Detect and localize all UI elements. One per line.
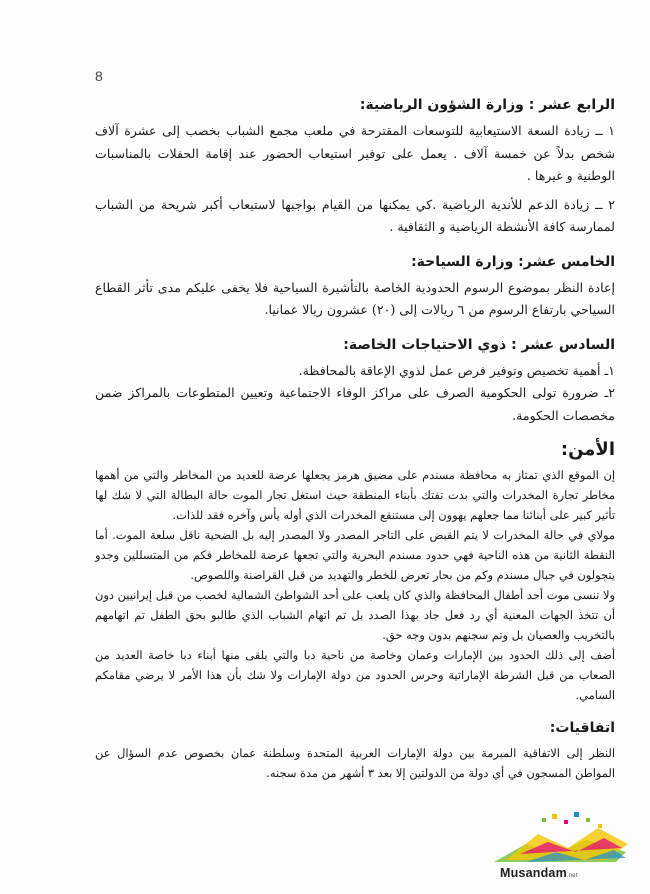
page-number: 8: [95, 68, 103, 84]
section-tourism: [95, 251, 615, 322]
paragraph: إعادة النظر بموضوع الرسوم الحدودية الخاصة بالتأشيرة السياحية فلا يخفى عليكم مدى تأثر القطاع السياحي بارتفاع الرسوم من ٦ ريالات إلى (٢٠) عشرون ريالا عمانيا.: [95, 279, 615, 317]
paragraph: إن الموقع الذي تمتاز به محافظة مسندم على مضيق هرمز يجعلها عرضة للعديد من المخاطر والتي من أهمها مخاطر تجارة المخدرات والتي بدت تفتك بأبناء المنطقة حيث استغل تجار الموت حالة البطالة التي لا شك لها تأثير كبير على أبنائنا مما جعلهم يهوون إلى مستنقع المخدرات الذي أوله يأس وآخره فقد للذات.: [95, 468, 615, 522]
paragraph: مولاي في حالة المخدرات لا يتم القبض على التاجر المصدر ولا المصدر إليه بل الضحية ناقل سلعة الموت. أما النقطة الثانية من هذه الناحية فهي حدود مسندم البحرية والتي تجعها عرضة للمخاطر فكم من المتسللين وجدو يتجولون في جبال مسندم وكم من بحار تعرض للخطر والتهديد من قبل القراصنة واللصوص.: [95, 528, 615, 582]
section-sports: [95, 94, 615, 239]
section-agreements: [95, 717, 615, 783]
section-heading: السادس عشر : ذوي الاحتياجات الخاصة:: [343, 336, 615, 353]
section-security: [95, 439, 615, 705]
logo-tld: .net: [566, 873, 578, 879]
section-heading: اتفاقيات:: [549, 720, 615, 736]
paragraph: ولا ننسى موت أحد أطفال المحافظة والذي كان يلعب على أحد الشواطئ الشمالية لخصب من قبل إيرانيين دون أن تتخذ الجهات المعنية أي رد فعل جاد بهذا الصدد بل تم اتهام الشباب الذي طالبو بحق الطفل تم اتهامهم بالتخريب والعصيان بل وتم سجنهم بدون وجه حق.: [95, 588, 615, 642]
section-heading: الأمن:: [560, 439, 615, 460]
section-heading: الرابع عشر : وزارة الشؤون الرياضية:: [359, 97, 615, 113]
paragraph: ٢ـ ضرورة تولى الحكومية الصرف على مراكز الوفاء الاجتماعية وتعيين المتطوعات بالمراكز ضمن مخصصات الحكومة.: [95, 385, 615, 423]
document-body: [95, 94, 615, 795]
paragraph: النظر إلى الاتفاقية المبرمة بين دولة الإمارات العربية المتحدة وسلطنة عمان بخصوص عدم السؤال عن المواطن المسجون في أي دولة من الدولتين إلا بعد ٣ أشهر من مدة سجنه.: [95, 746, 615, 780]
paragraph: ١ـ أهمية تخصيص وتوفير فرص عمل لذوي الإعاقة بالمحافظة.: [298, 362, 615, 378]
logo-name: Musandam: [500, 866, 567, 880]
section-heading: الخامس عشر: وزارة السياحة:: [411, 253, 615, 270]
section-special-needs: [95, 334, 615, 428]
musandam-logo-text: [500, 866, 578, 880]
paragraph: ١ ــ زيادة السعة الاستيعابية للتوسعات المقترحة في ملعب مجمع الشباب بخصب إلى عشرة آلاف شخص بدلاً عن خمسة آلاف . يعمل على توفير استيعاب الحضور عند إقامة الحفلات بالمناسبات الوطنية و غيرها .: [95, 123, 615, 183]
paragraph: أضف إلى ذلك الحدود بين الإمارات وعمان وخاصة من ناحية دبا والتي يلقى منها أبناء دبا خاصة العديد من الصعاب من قبل الشرطة الإماراتية وحرس الحدود من دولة الإمارات ولا شك بأن هذا الأمر لا يرضي مقامكم السامي.: [95, 648, 615, 702]
paragraph: ٢ ــ زيادة الدعم للأندية الرياضية .كي يمكنها من القيام بواجبها لاستيعاب أكبر شريحة من الشباب لممارسة كافة الأنشطة الرياضية و الثقافية .: [95, 196, 615, 234]
